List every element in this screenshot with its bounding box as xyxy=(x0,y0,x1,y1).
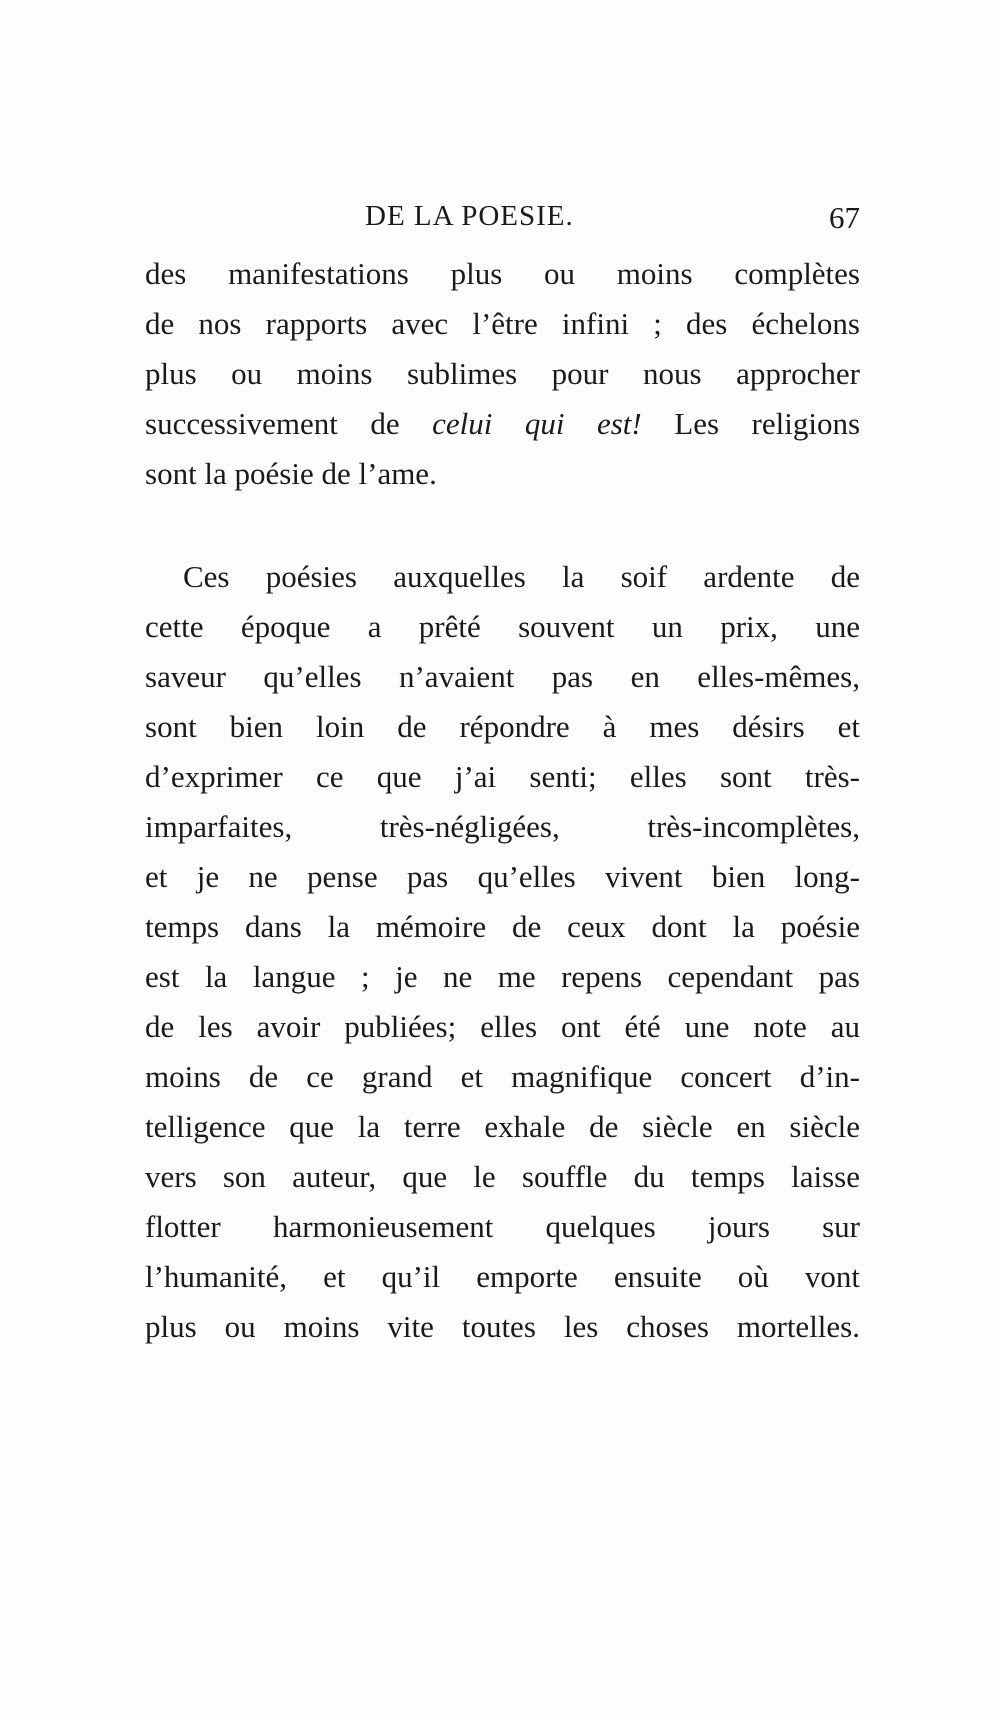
text-segment: successivement de xyxy=(145,406,433,441)
text-line: temps dans la mémoire de ceux dont la poésie xyxy=(145,909,860,944)
text-line: cette époque a prêté souvent un prix, une xyxy=(145,609,860,644)
text-line: de les avoir publiées; elles ont été une note au xyxy=(145,1009,860,1044)
text-line: est la langue ; je ne me repens cependant pas xyxy=(145,959,860,994)
running-head: DE LA POESIE. xyxy=(365,200,574,232)
text-line: plus ou moins sublimes pour nous approcher xyxy=(145,356,860,391)
text-line: et je ne pense pas qu’elles vivent bien long- xyxy=(145,859,860,894)
text-line: plus ou moins vite toutes les choses mortelles. xyxy=(145,1309,860,1344)
text-line: saveur qu’elles n’avaient pas en elles-mêmes, xyxy=(145,659,860,694)
text-line: telligence que la terre exhale de siècle en siècle xyxy=(145,1109,860,1144)
text-line: sont la poésie de l’ame. xyxy=(145,456,437,491)
text-line: de nos rapports avec l’être infini ; des échelons xyxy=(145,306,860,341)
text-line: vers son auteur, que le souffle du temps laisse xyxy=(145,1159,860,1194)
text-line: d’exprimer ce que j’ai senti; elles sont très- xyxy=(145,759,860,794)
text-line xyxy=(145,402,860,446)
text-line: moins de ce grand et magnifique concert d’in- xyxy=(145,1059,860,1094)
italic-phrase: celui qui est! xyxy=(432,406,642,441)
text-line: imparfaites, très-négligées, très-incomplètes, xyxy=(145,809,860,844)
text-line: Ces poésies auxquelles la soif ardente de xyxy=(183,559,860,594)
page-header xyxy=(145,200,860,250)
text-line: l’humanité, et qu’il emporte ensuite où vont xyxy=(145,1259,860,1294)
text-line: flotter harmonieusement quelques jours sur xyxy=(145,1209,860,1244)
text-segment: Les religions xyxy=(641,406,861,441)
text-line: des manifestations plus ou moins complètes xyxy=(145,256,860,291)
page-number: 67 xyxy=(829,200,860,235)
text-line: sont bien loin de répondre à mes désirs et xyxy=(145,709,860,744)
